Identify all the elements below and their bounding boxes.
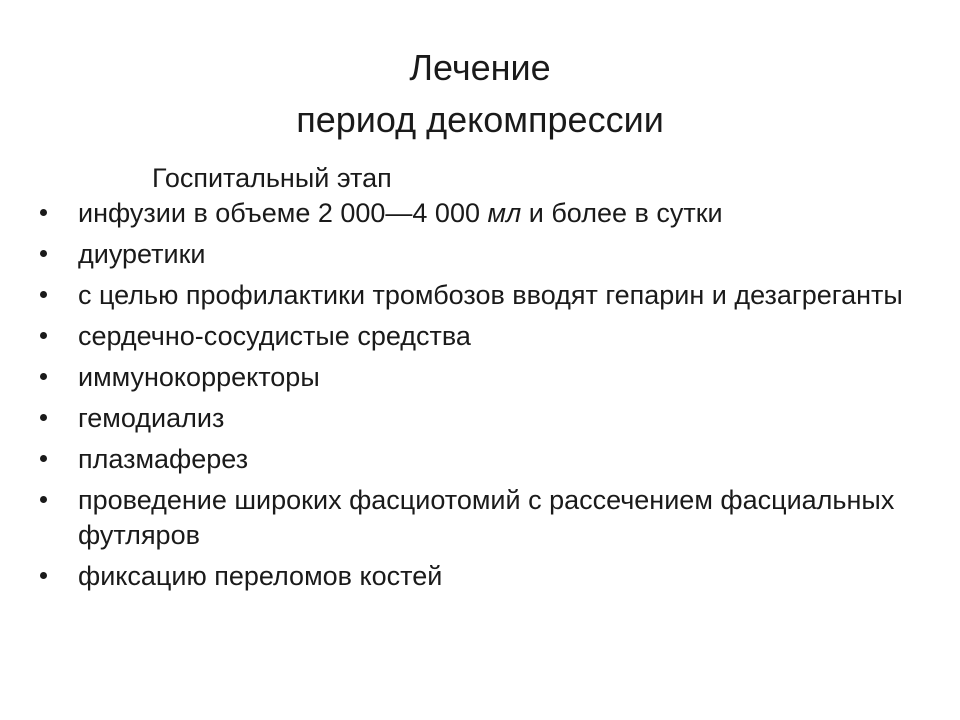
unit-ml: мл	[487, 198, 522, 228]
list-item-text: гемодиализ	[78, 403, 225, 433]
list-item	[40, 442, 920, 477]
list-item-text: иммунокорректоры	[78, 362, 320, 392]
list-item-text: с целью профилактики тромбозов вводят гепарин и дезагреганты	[78, 280, 903, 310]
title-line-1: Лечение	[409, 47, 551, 88]
title-line-2: период декомпрессии	[296, 99, 664, 140]
bullet-icon	[40, 373, 47, 380]
bullet-icon	[40, 496, 47, 503]
subtitle: Госпитальный этап	[152, 163, 392, 193]
slide-title	[0, 42, 960, 146]
list-item	[40, 196, 920, 231]
list-item-text: плазмаферез	[78, 444, 249, 474]
list-item	[40, 237, 920, 272]
bullet-icon	[40, 332, 47, 339]
bullet-icon	[40, 414, 47, 421]
bullet-icon	[40, 250, 47, 257]
list-item	[40, 319, 920, 354]
list-item-text: фиксацию переломов костей	[78, 561, 443, 591]
list-item-text: проведение широких фасциотомий с рассечением фасциальных футляров	[78, 485, 895, 550]
bullet-icon	[40, 455, 47, 462]
list-item-text: инфузии в объеме 2 000—4 000 мл и более в сутки	[78, 198, 723, 228]
list-item	[40, 278, 920, 313]
bullet-icon	[40, 572, 47, 579]
list-item	[40, 559, 920, 594]
bullet-icon	[40, 209, 47, 216]
list-item	[40, 401, 920, 436]
list-item-text: сердечно-сосудистые средства	[78, 321, 471, 351]
list-item-text: диуретики	[78, 239, 206, 269]
list-item	[40, 483, 920, 553]
bullet-list	[40, 196, 920, 600]
bullet-icon	[40, 291, 47, 298]
list-item	[40, 360, 920, 395]
